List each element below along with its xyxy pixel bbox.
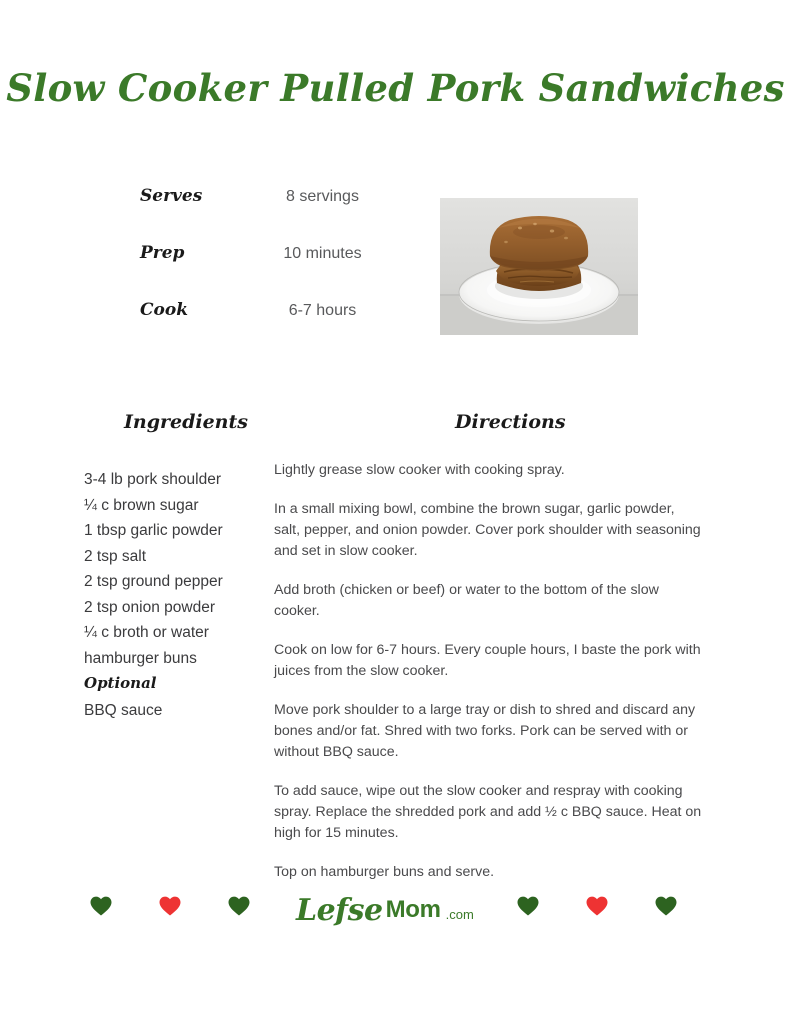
list-item: ¼ c broth or water [84, 624, 209, 641]
meta-value-serves: 8 servings [286, 188, 359, 205]
ingredients-heading: Ingredients [124, 411, 248, 433]
meta-label-prep: Prep [140, 243, 185, 263]
recipe-photo [440, 198, 638, 335]
meta-label-serves: Serves [140, 186, 203, 206]
direction-step: To add sauce, wipe out the slow cooker and respray with cooking spray. Replace the shredded pork and add ½ c BBQ sauce. Heat on high for 15 minutes. [274, 783, 702, 841]
meta-value-cook: 6-7 hours [288, 302, 357, 319]
list-item: hamburger buns [84, 649, 197, 667]
optional-ingredients-list [84, 698, 274, 724]
directions-list [274, 460, 704, 883]
meta-row-serves [140, 186, 400, 243]
meta-label-cook: Cook [140, 300, 188, 320]
recipe-meta [140, 186, 400, 357]
meta-value-prep: 10 minutes [283, 245, 362, 262]
list-item: 2 tsp salt [84, 547, 147, 565]
logo-tld-text: .com [445, 907, 474, 922]
logo-script-text: Lefse [296, 892, 383, 928]
direction-step: In a small mixing bowl, combine the brown sugar, garlic powder, salt, pepper, and onion powder. Cover pork shoulder with seasoning and set in slow cooker. [274, 501, 701, 559]
directions-heading: Directions [455, 411, 566, 433]
list-item: ¼ c brown sugar [84, 496, 199, 514]
heart-icon [227, 894, 251, 918]
heart-icon [516, 894, 540, 918]
direction-step: Add broth (chicken or beef) or water to the bottom of the slow cooker. [274, 582, 659, 619]
meta-row-prep [140, 243, 400, 300]
footer [0, 888, 791, 932]
sandwich-photo-illustration [440, 198, 638, 335]
list-item: BBQ sauce [84, 702, 163, 719]
heart-icon [654, 894, 678, 918]
heart-icon [158, 894, 182, 918]
list-item: 2 tsp onion powder [84, 598, 215, 616]
list-item: 2 tsp ground pepper [84, 573, 223, 590]
heart-icon [89, 894, 113, 918]
site-logo[interactable] [296, 888, 486, 932]
ingredients-list [84, 467, 274, 671]
heart-icon [585, 894, 609, 918]
direction-step: Top on hamburger buns and serve. [274, 864, 495, 880]
direction-step: Lightly grease slow cooker with cooking spray. [274, 462, 565, 478]
list-item: 3-4 lb pork shoulder [84, 471, 221, 488]
page-title: Slow Cooker Pulled Pork Sandwiches [6, 66, 785, 110]
optional-heading: Optional [84, 674, 157, 692]
meta-row-cook [140, 300, 400, 357]
logo-bold-text: Mom [385, 896, 441, 923]
list-item: 1 tbsp garlic powder [84, 522, 223, 539]
direction-step: Cook on low for 6-7 hours. Every couple hours, I baste the pork with juices from the slow cooker. [274, 642, 701, 679]
direction-step: Move pork shoulder to a large tray or dish to shred and discard any bones and/or fat. Shred with two forks. Pork can be served with or without BBQ sauce. [274, 702, 696, 760]
